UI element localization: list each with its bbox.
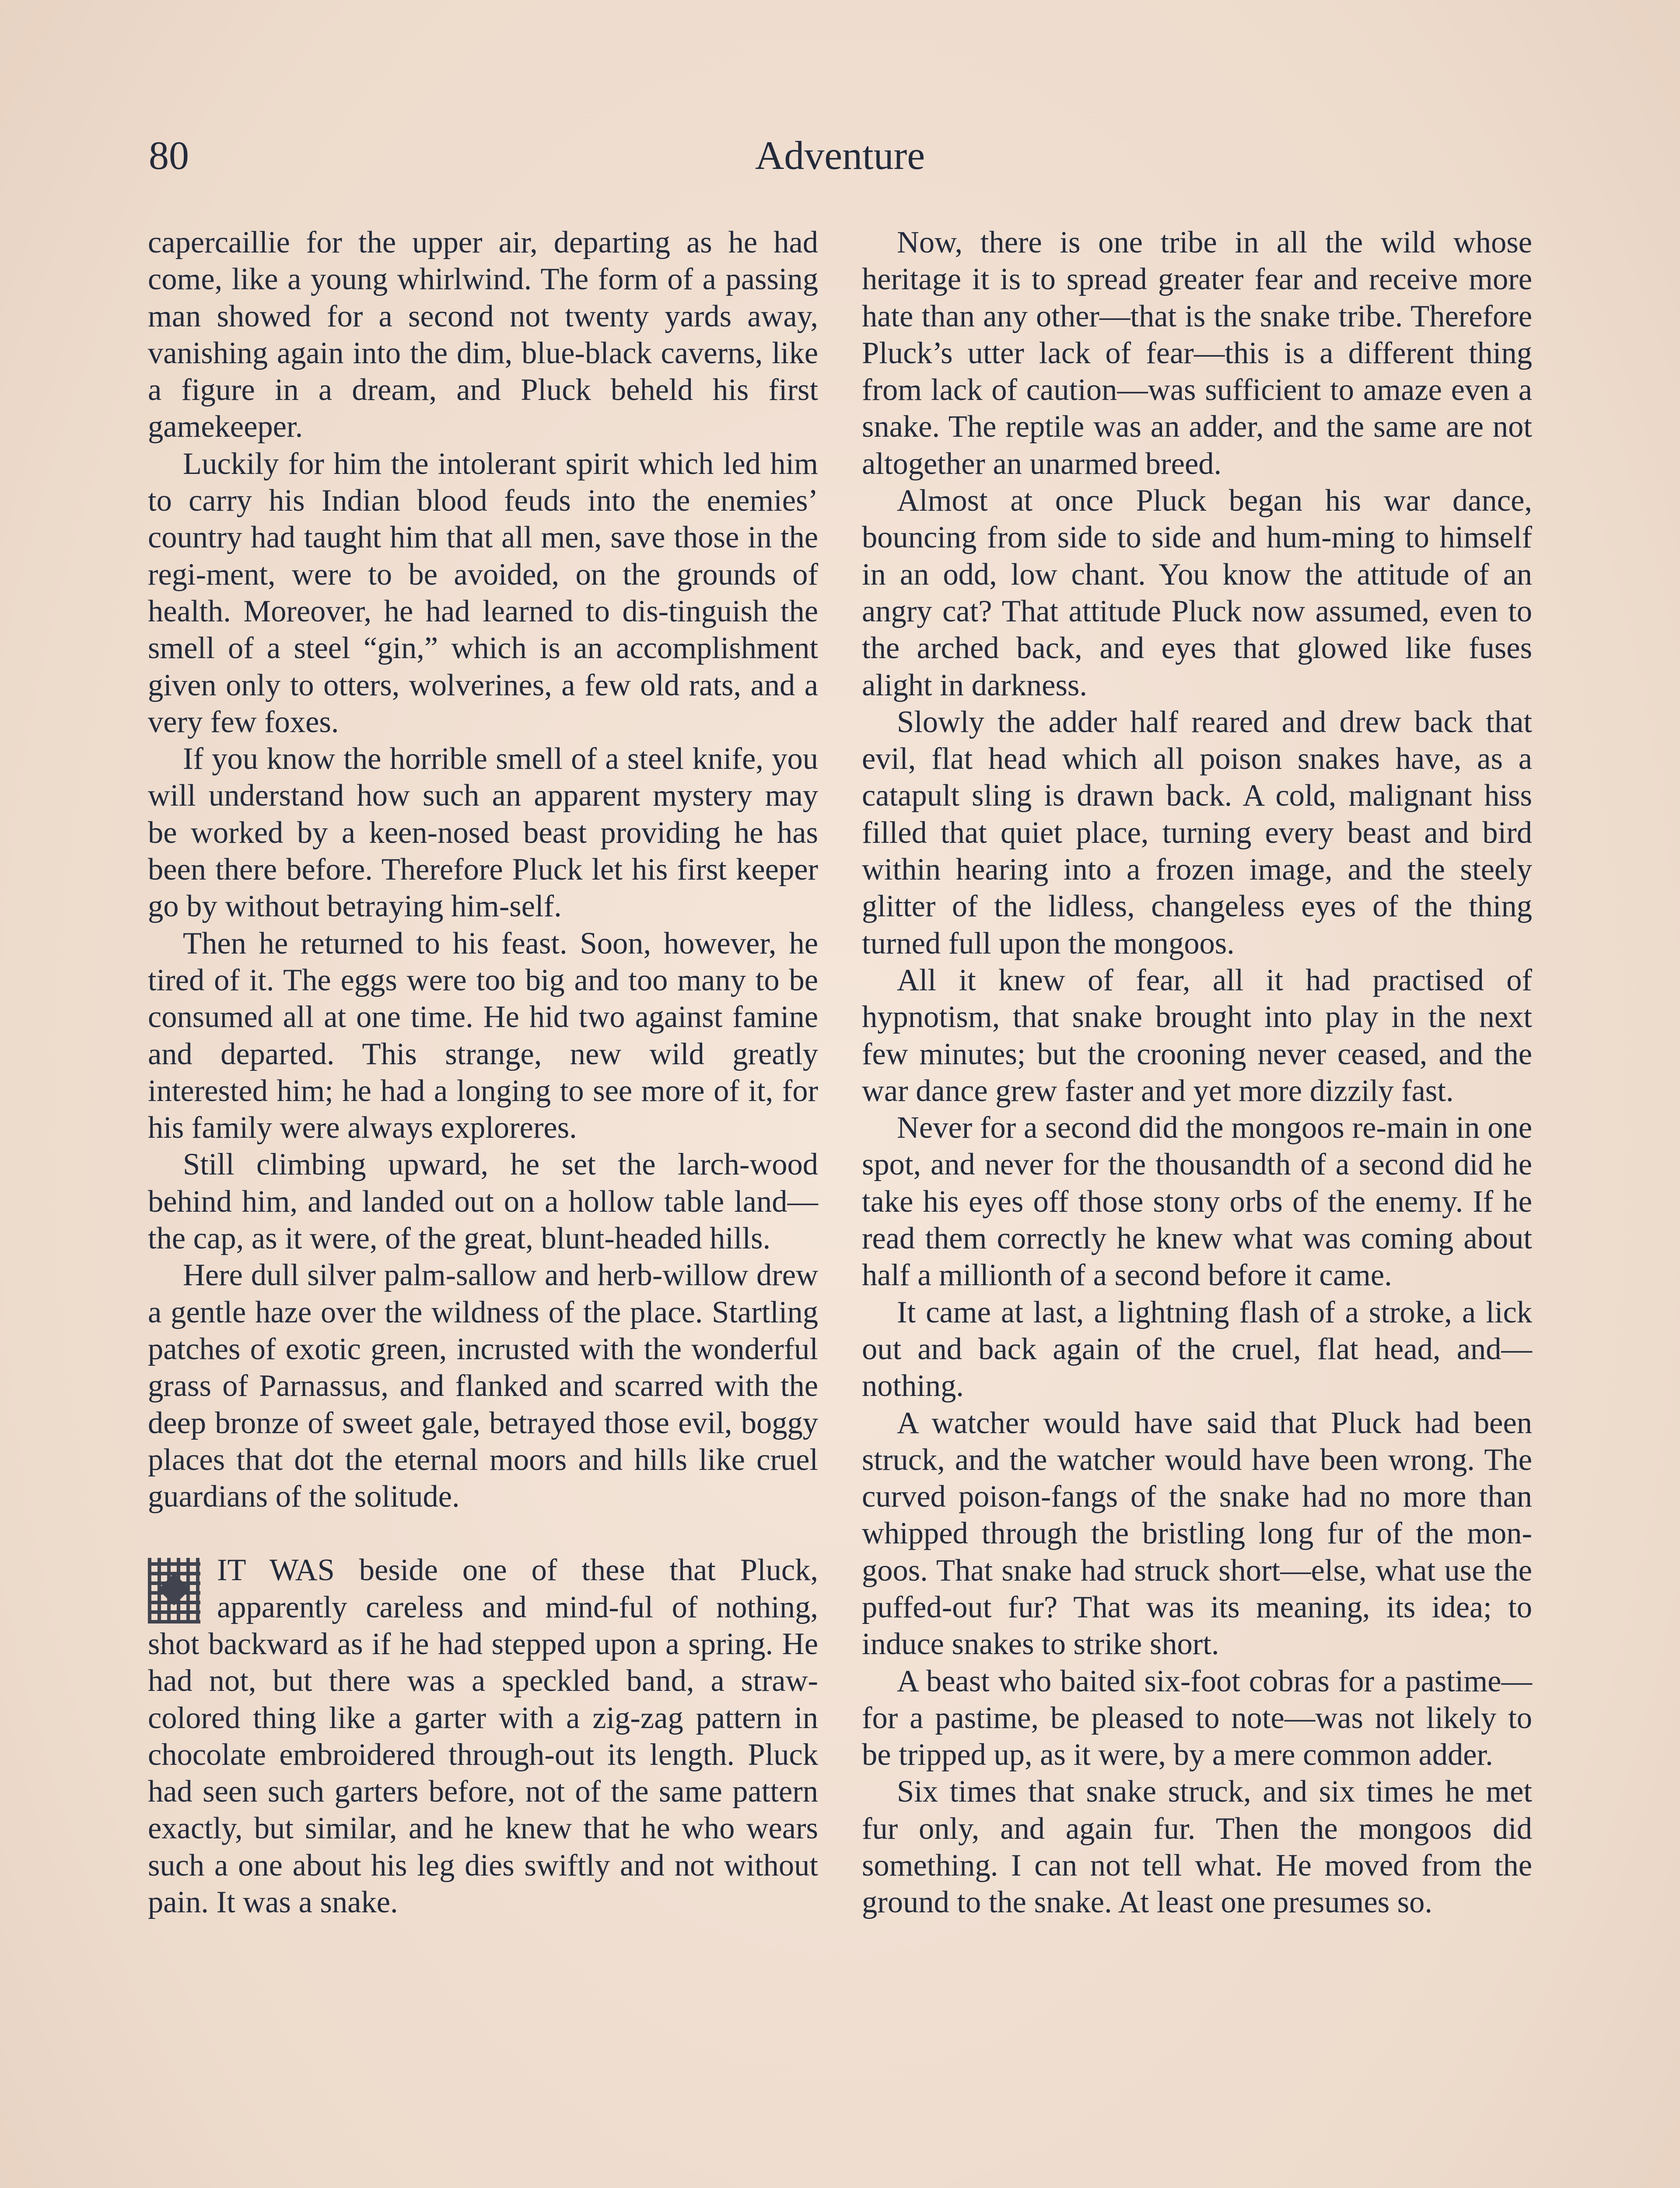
paragraph: Here dull silver palm-sallow and herb-willow drew a gentle haze over the wildness of the place. Startling patches of exotic green, incrusted with the wonderful grass of Parnassus, and flanked and scarred with the deep bronze of sweet gale, betrayed those evil, boggy places that dot the eternal moors and hills like cruel guardians of the solitude. (148, 1258, 818, 1514)
paragraph: Never for a second did the mongoos re-main in one spot, and never for the thousandth of a second did he take his eyes off those stony orbs of the enemy. If he read them correctly he knew what was coming about half a millionth of a second before it came. (862, 1111, 1532, 1293)
paragraph: If you know the horrible smell of a steel knife, you will understand how such an apparent mystery may be worked by a keen-nosed beast providing he has been there before. Therefore Pluck let his first keeper go by without betraying him-self. (148, 742, 818, 924)
paragraph: All it knew of fear, all it had practised of hypnotism, that snake brought into play in the next few minutes; but the crooning never ceased, and the war dance grew faster and yet more dizzily fast. (862, 963, 1532, 1108)
running-head-title: Adventure (755, 133, 925, 178)
paragraph: Luckily for him the intolerant spirit which led him to carry his Indian blood feuds into the enemies’ country had taught him that all men, save those in the regi-ment, were to be avoided, on the grounds of health. Moreover, he had learned to dis-tinguish the smell of a steel “gin,” which is an accomplishment given only to otters, wolverines, a few old rats, and a very few foxes. (148, 446, 818, 739)
section-text: beside one of these that Pluck, apparently careless and mind-ful of nothing, shot backward as if he had stepped upon a spring. He had not, but there was a speckled band, a straw-colored thing like a garter with a zig-zag pattern in chocolate embroidered through-out its length. Pluck had seen such garters before, not of the same pattern exactly, but similar, and he knew that he who wears such a one about his leg dies swiftly and not without pain. It was a snake. (148, 1553, 818, 1920)
page-number: 80 (149, 133, 189, 178)
paragraph: A beast who baited six-foot cobras for a pastime—for a pastime, be pleased to note—was not likely to be tripped up, as it were, by a mere common adder. (862, 1664, 1532, 1772)
paragraph: Six times that snake struck, and six times he met fur only, and again fur. Then the mongoos did something. I can not tell what. He moved from the ground to the snake. At least one presumes so. (862, 1774, 1532, 1920)
right-column (862, 224, 1532, 1921)
paragraph: Still climbing upward, he set the larch-wood behind him, and landed out on a hollow table land—the cap, as it were, of the great, blunt-headed hills. (148, 1147, 818, 1256)
paragraph: Almost at once Pluck began his war dance, bouncing from side to side and hum-ming to himself in an odd, low chant. You know the attitude of an angry cat? That attitude Pluck now assumed, even to the arched back, and eyes that glowed like fuses alight in darkness. (862, 484, 1532, 702)
section-lead: IT WAS (217, 1553, 335, 1588)
paragraph: Then he returned to his feast. Soon, however, he tired of it. The eggs were too big and too many to be consumed all at one time. He hid two against famine and departed. This strange, new wild greatly interested him; he had a longing to see more of it, for his family were always exploreres. (148, 926, 818, 1145)
paragraph: Now, there is one tribe in all the wild whose heritage it is to spread greater fear and receive more hate than any other—that is the snake tribe. Therefore Pluck’s utter lack of fear—this is a different thing from lack of caution—was sufficient to amaze even a snake. The reptile was an adder, and the same are not altogether an unarmed breed. (862, 225, 1532, 481)
paragraph: A watcher would have said that Pluck had been struck, and the watcher would have been wrong. The curved poison-fangs of the snake had no more than whipped through the bristling long fur of the mon-goos. That snake had struck short—else, what use the puffed-out fur? That was its meaning, its idea; to induce snakes to strike short. (862, 1406, 1532, 1662)
left-column (148, 224, 818, 1921)
ornament-icon (148, 1558, 200, 1623)
paragraph: capercaillie for the upper air, departing as he had come, like a young whirlwind. The form of a passing man showed for a second not twenty yards away, vanishing again into the dim, blue-black caverns, like a figure in a dream, and Pluck beheld his first gamekeeper. (148, 225, 818, 444)
paragraph: It came at last, a lightning flash of a stroke, a lick out and back again of the cruel, flat head, and—nothing. (862, 1295, 1532, 1403)
paragraph: Slowly the adder half reared and drew back that evil, flat head which all poison snakes have, as a catapult sling is drawn back. A cold, malignant hiss filled that quiet place, turning every beast and bird within hearing into a frozen image, and the steely glitter of the lidless, changeless eyes of the thing turned full upon the mongoos. (862, 705, 1532, 961)
section-start-paragraph (148, 1552, 818, 1921)
